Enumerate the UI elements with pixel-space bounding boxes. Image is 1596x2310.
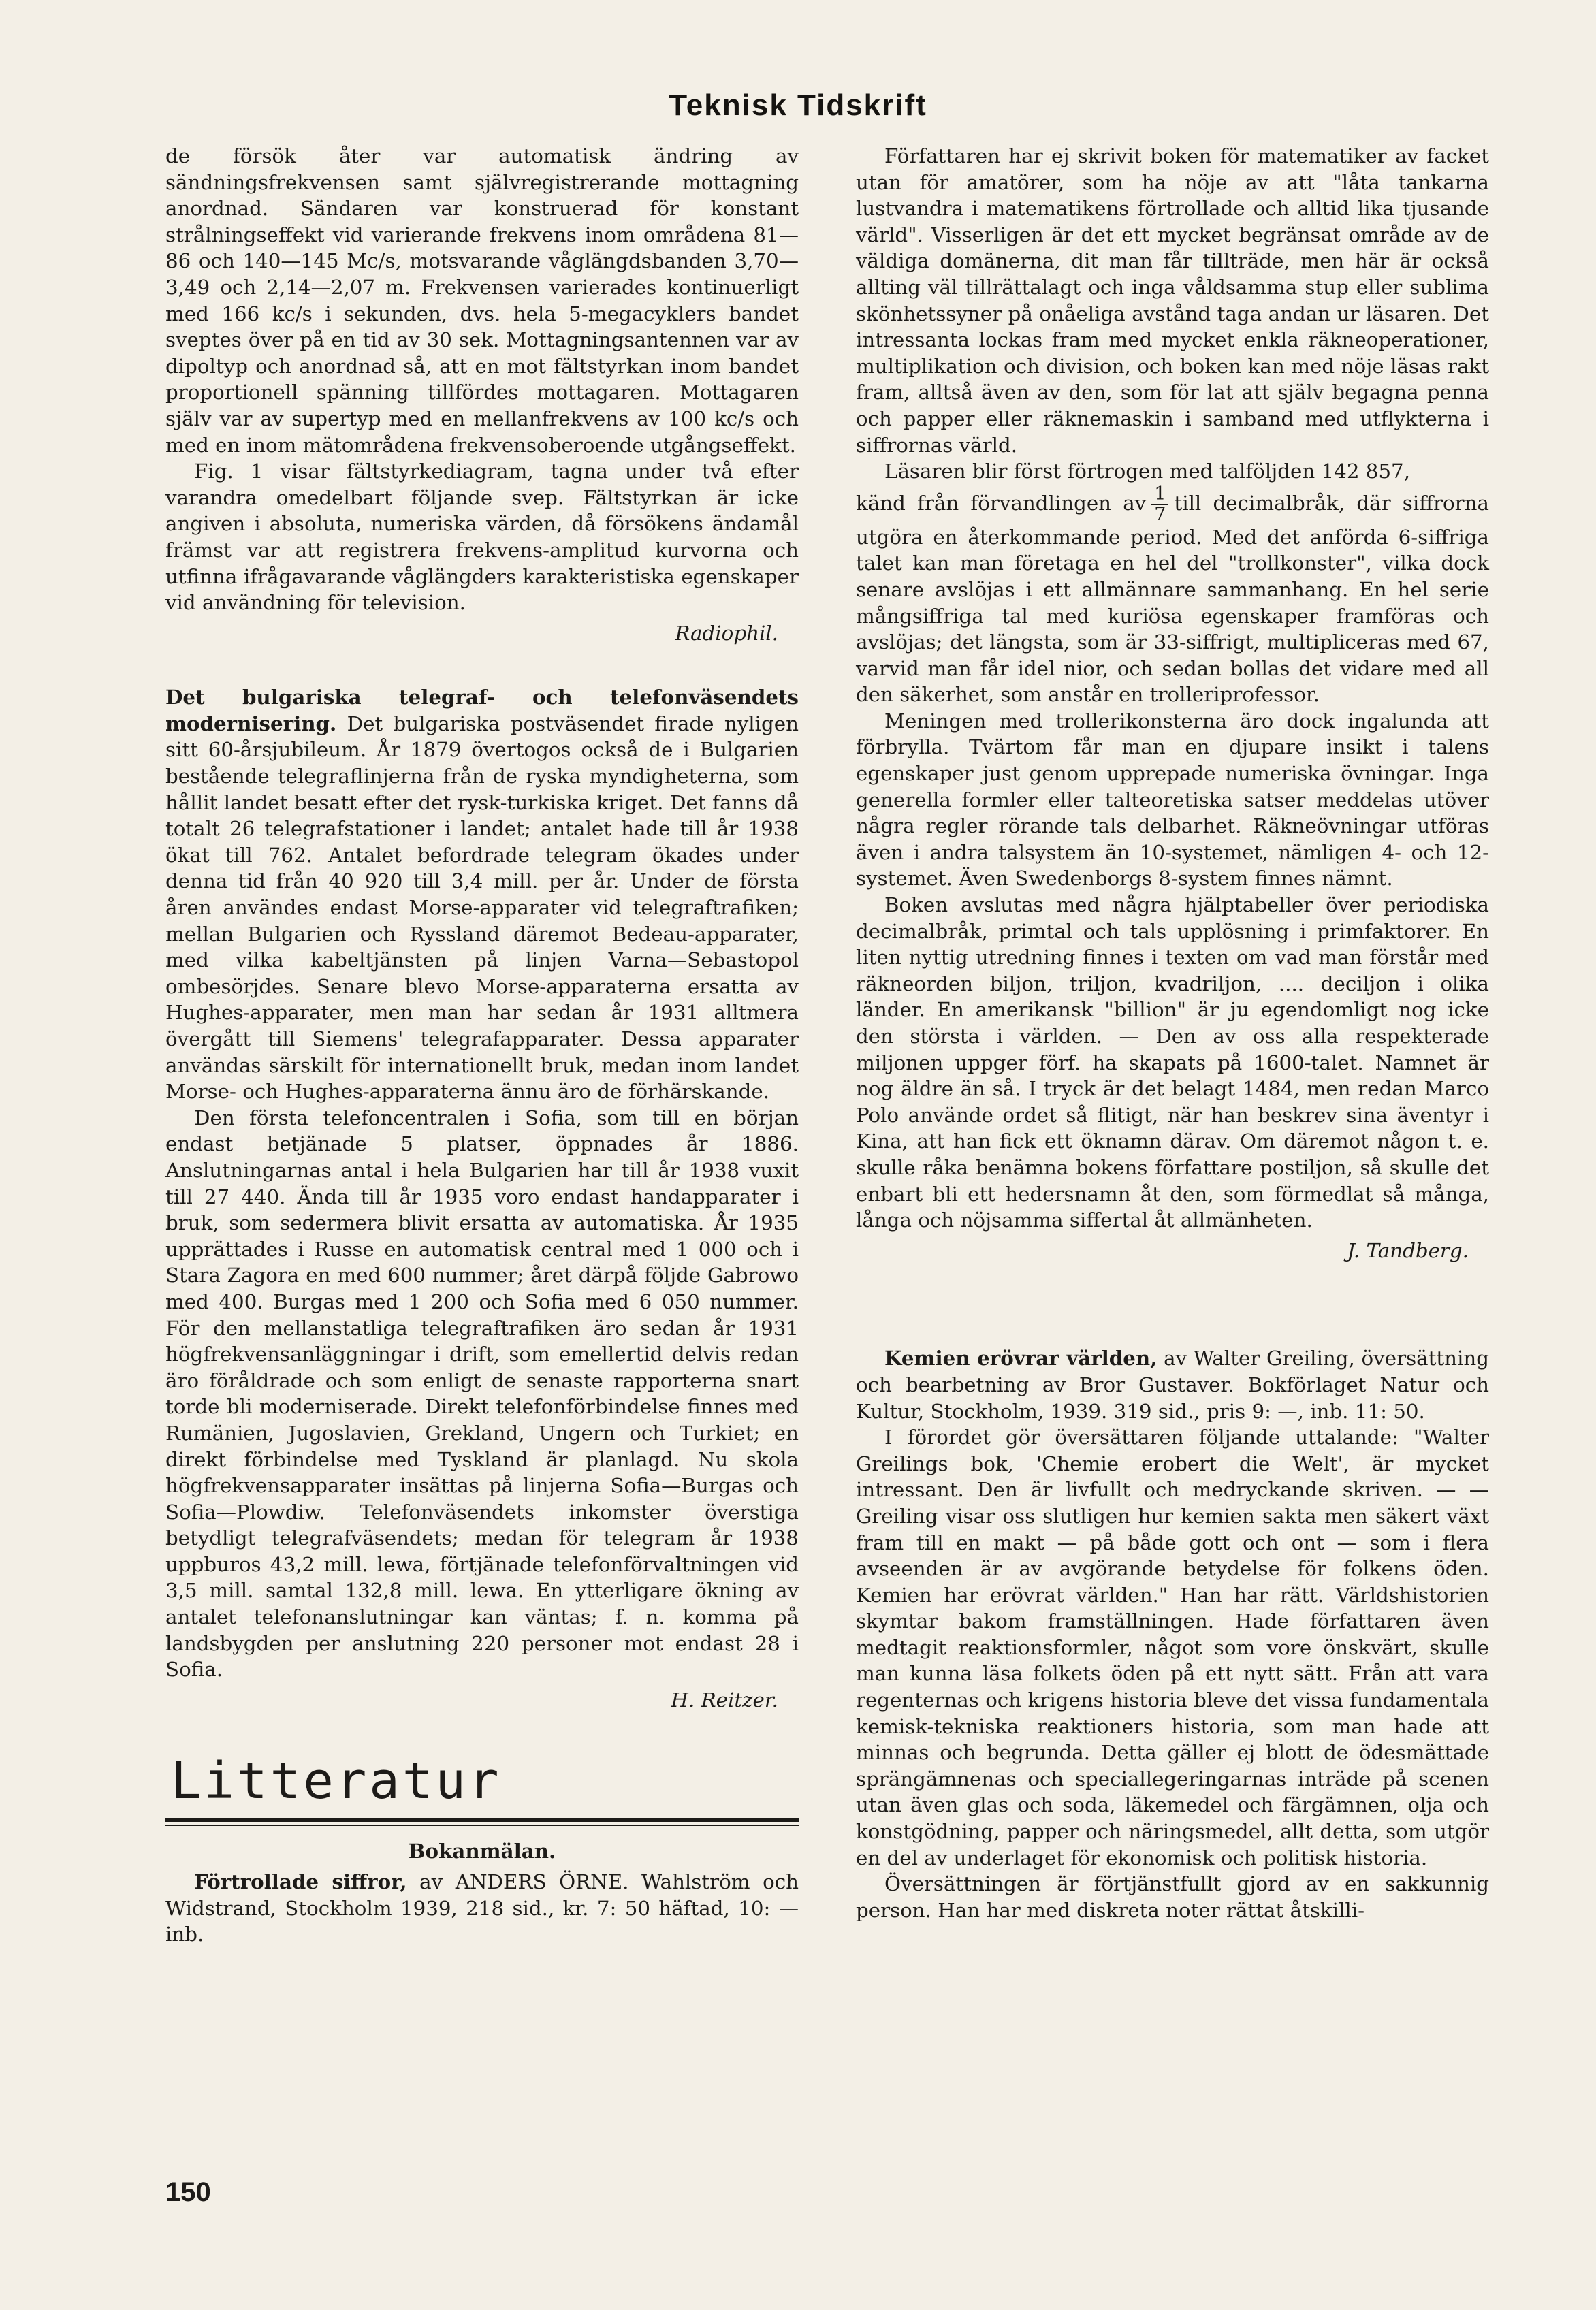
paragraph: Läsaren blir först förtrogen med talföljden 142 857, (884, 460, 1411, 483)
fraction: $\frac{1}{7}$ (1151, 485, 1168, 524)
signature: H. Reitzer. (671, 1688, 778, 1712)
review-paragraph: Kemien erövrar världen, av Walter Greiling, översättning och bearbetning av Bror Gustaver. Bokförlaget Natur och Kultur, Stockholm, 1939. 319 sid., pris 9: —, inb. 11: 50. (856, 1346, 1489, 1423)
section-rule (165, 1818, 799, 1822)
journal-header: Teknisk Tidskrift (669, 89, 927, 122)
review-paragraph: Förtrollade siffror, av ANDERS ÖRNE. Wahlström och Widstrand, Stockholm 1939, 218 sid., kr. 7: 50 häftad, 10: — inb. (165, 1870, 799, 1946)
page-number: 150 (165, 2177, 211, 2207)
review-title: Kemien erövrar världen, (884, 1346, 1158, 1370)
section-rule-thin (165, 1825, 799, 1826)
paragraph: de försök åter var automatisk ändring av sändningsfrekvensen samt självregistrerande mottagning anordnad. Sändaren var konstruerad för konstant strålningseffekt vid varierande frekvens inom områdena 81—86 och 140—145 Mc/s, motsvarande våglängdsbanden 3,70—3,49 och 2,14—2,07 m. Frekvensen varierades kontinuerligt med 166 kc/s i sekunden, dvs. hela 5-megacyklers bandet sveptes över på en tid av 30 sek. Mottagningsantennen var av dipoltyp och anordnad så, att en mot fältstyrkan inom bandet proportionell spänning tillfördes mottagaren. Mottagaren själv var av supertyp med en mellanfrekvens av 100 kc/s och med en inom mätområdena frekvensoberoende utgångseffekt. (165, 144, 799, 457)
review-title: Förtrollade siffror, (194, 1870, 407, 1894)
paragraph: Översättningen är förtjänstfullt gjord av en sakkunnig person. Han har med diskreta noter rättat åtskilli- (856, 1872, 1489, 1922)
subheading: Bokanmälan. (408, 1839, 556, 1863)
left-column (165, 143, 799, 1948)
paragraph-with-fraction: känd från förvandlingen av $\frac{1}{7}$ till decimalbråk, där siffrorna utgöra en återkommande period. Med det anförda 6-siffriga talet kan man företaga en hel del "trollkonster", vilka dock senare avslöjas i ett allmännare sammanhang. En hel serie mångsiffriga tal med kuriösa egenskaper framföras och avslöjas; det längsta, som är 33-siffrigt, multipliceras med 67, varvid man får idel nior, och sedan bollas det vidare med all den säkerhet, som anstår en trolleriprofessor. (856, 483, 1489, 707)
article-heading: Det bulgariska telegraf- och telefonväsendets modernisering. (165, 685, 799, 735)
right-column (856, 143, 1489, 1923)
paragraph: Den första telefoncentralen i Sofia, som till en början endast betjänade 5 platser, öppnades år 1886. Anslutningarnas antal i hela Bulgarien har till år 1938 vuxit till 27 440. Ända till år 1935 voro endast handapparater i bruk, som sedermera blivit ersatta av automatiska. År 1935 upprättades i Russe en automatisk central med 1 000 och i Stara Zagora en med 600 nummer; året därpå följde Gabrowo med 400. Burgas med 1 200 och Sofia med 6 050 nummer. För den mellanstatliga telegraftrafiken äro sedan år 1931 högfrekvensanläggningar i drift, som emellertid delvis redan äro föråldrade och som enligt de senaste rapporterna snart torde bli moderniserade. Direkt telefonförbindelse finnes med Rumänien, Jugoslavien, Grekland, Ungern och Turkiet; en direkt förbindelse med Tyskland är planlagd. Nu skola högfrekvensapparater insättas på linjerna Sofia—Burgas och Sofia—Plowdiw. Telefonväsendets inkomster överstiga betydligt telegrafväsendets; medan för telegram år 1938 uppburos 43,2 mill. lewa, förtjänade telefonförvaltningen vid 3,5 mill. samtal 132,8 mill. lewa. En ytterligare ökning av antalet telefonanslutningar kan väntas; f. n. komma på landsbygden per anslutning 220 personer mot endast 28 i Sofia. (165, 1106, 799, 1682)
paragraph: Fig. 1 visar fältstyrkediagram, tagna under två efter varandra omedelbart följande svep. Fältstyrkan är icke angiven i absoluta, numeriska värden, då försökens ändamål främst var att registrera frekvens-amplitud kurvorna och utfinna ifrågavarande våglängders karakteristiska egenskaper vid användning för television. (165, 460, 799, 615)
paragraph: Författaren har ej skrivit boken för matematiker av facket utan för amatörer, som ha nöje av att "låta tankarna lustvandra i matematikens förtrollade och alltid lika tjusande värld". Visserligen är det ett mycket begränsat område av de väldiga domänerna, dit man får tillträde, men här är också allting väl tillrättalagt och inga våldsamma stup eller sublima skönhetssyner på onåeliga avstånd taga andan ur läsaren. Det intressanta lockas fram med mycket enkla räkneoperationer, multiplikation och division, och boken kan med nöje läsas rakt fram, alltså även av den, som för lat att själv begagna penna och papper eller räknemaskin i samband med utflykterna i siffrornas värld. (856, 144, 1489, 457)
section-title: Litteratur (171, 1752, 502, 1811)
paragraph: I förordet gör översättaren följande uttalande: "Walter Greilings bok, 'Chemie erobert die Welt', är mycket intressant. Den är livfullt och medryckande skriven. — — Greiling visar oss slutligen hur kemien sakta men säkert växt fram till en makt — på både gott och ont — som i flera avseenden är av avgörande betydelse för folkens öden. Kemien har erövrat världen." Han har rätt. Världshistorien skymtar bakom framställningen. Hade författaren även medtagit reaktionsformler, något som vore önskvärt, skulle man kunna läsa folkets öden på ett nytt sätt. Från att vara regenternas och krigens historia bleve det vissa fundamentala kemisk-tekniska reaktioners historia, som man hade att minnas och begrunda. Detta gäller ej blott de ödesmättade sprängämnenas och speciallegeringarnas inträde på scenen utan även glas och soda, läkemedel och färgämnen, olja och konstgödning, papper och näringsmedel, allt detta, som utgör en del av underlaget för ekonomisk och politisk historia. (856, 1426, 1489, 1870)
paragraph: Meningen med trollerikonsterna äro dock ingalunda att förbrylla. Tvärtom får man en djupare insikt i talens egenskaper just genom upprepade numeriska övningar. Inga generella formler eller talteoretiska satser meddelas utöver några regler rörande tals delbarhet. Räkneövningar utföras även i andra talsystem än 10-systemet, nämligen 4- och 12-systemet. Även Swedenborgs 8-system finnes nämnt. (856, 709, 1489, 891)
article-paragraph: Det bulgariska telegraf- och telefonväsendets modernisering. Det bulgariska postväsendet firade nyligen sitt 60-årsjubileum. År 1879 övertogos också de i Bulgarien bestående telegraflinjerna från de ryska myndigheterna, som hållit landet besatt efter det rysk-turkiska kriget. Det fanns då totalt 26 telegrafstationer i landet; antalet hade till år 1938 ökat till 762. Antalet befordrade telegram ökades under denna tid från 40 920 till 3,4 mill. per år. Under de första åren användes endast Morse-apparater vid telegraftrafiken; mellan Bulgarien och Ryssland däremot Bedeau-apparater, med vilka kabeltjänsten på linjen Varna—Sebastopol ombesörjdes. Senare blevo Morse-apparaterna ersatta av Hughes-apparater, men man har sedan år 1931 alltmera övergått till Siemens' telegrafapparater. Dessa apparater användas särskilt för internationellt bruk, medan inom landet Morse- och Hughes-apparaterna ännu äro de förhärskande. (165, 685, 799, 1104)
signature: Radiophil. (675, 621, 778, 645)
signature: J. Tandberg. (1347, 1238, 1469, 1262)
paragraph: Boken avslutas med några hjälptabeller över periodiska decimalbråk, primtal och tals upplösning i primfaktorer. En liten nyttig utredning finnes i texten om vad man förstår med räkneorden biljon, triljon, kvadriljon, .... deciljon i olika länder. En amerikansk "billion" är ju egendomligt nog icke den största i världen. — Den av oss alla respekterade miljonen uppger förf. ha skapats på 1600-talet. Namnet är nog äldre än så. I tryck är det belagt 1484, men redan Marco Polo använde ordet så flitigt, när han beskrev sina äventyr i Kina, att han fick ett öknamn därav. Om däremot någon t. e. skulle råka benämna bokens författare postiljon, så skulle det enbart bli ett hedersnamn åt den, som förmedlat så många, långa och nöjsamma siffertal åt allmänheten. (856, 893, 1489, 1232)
